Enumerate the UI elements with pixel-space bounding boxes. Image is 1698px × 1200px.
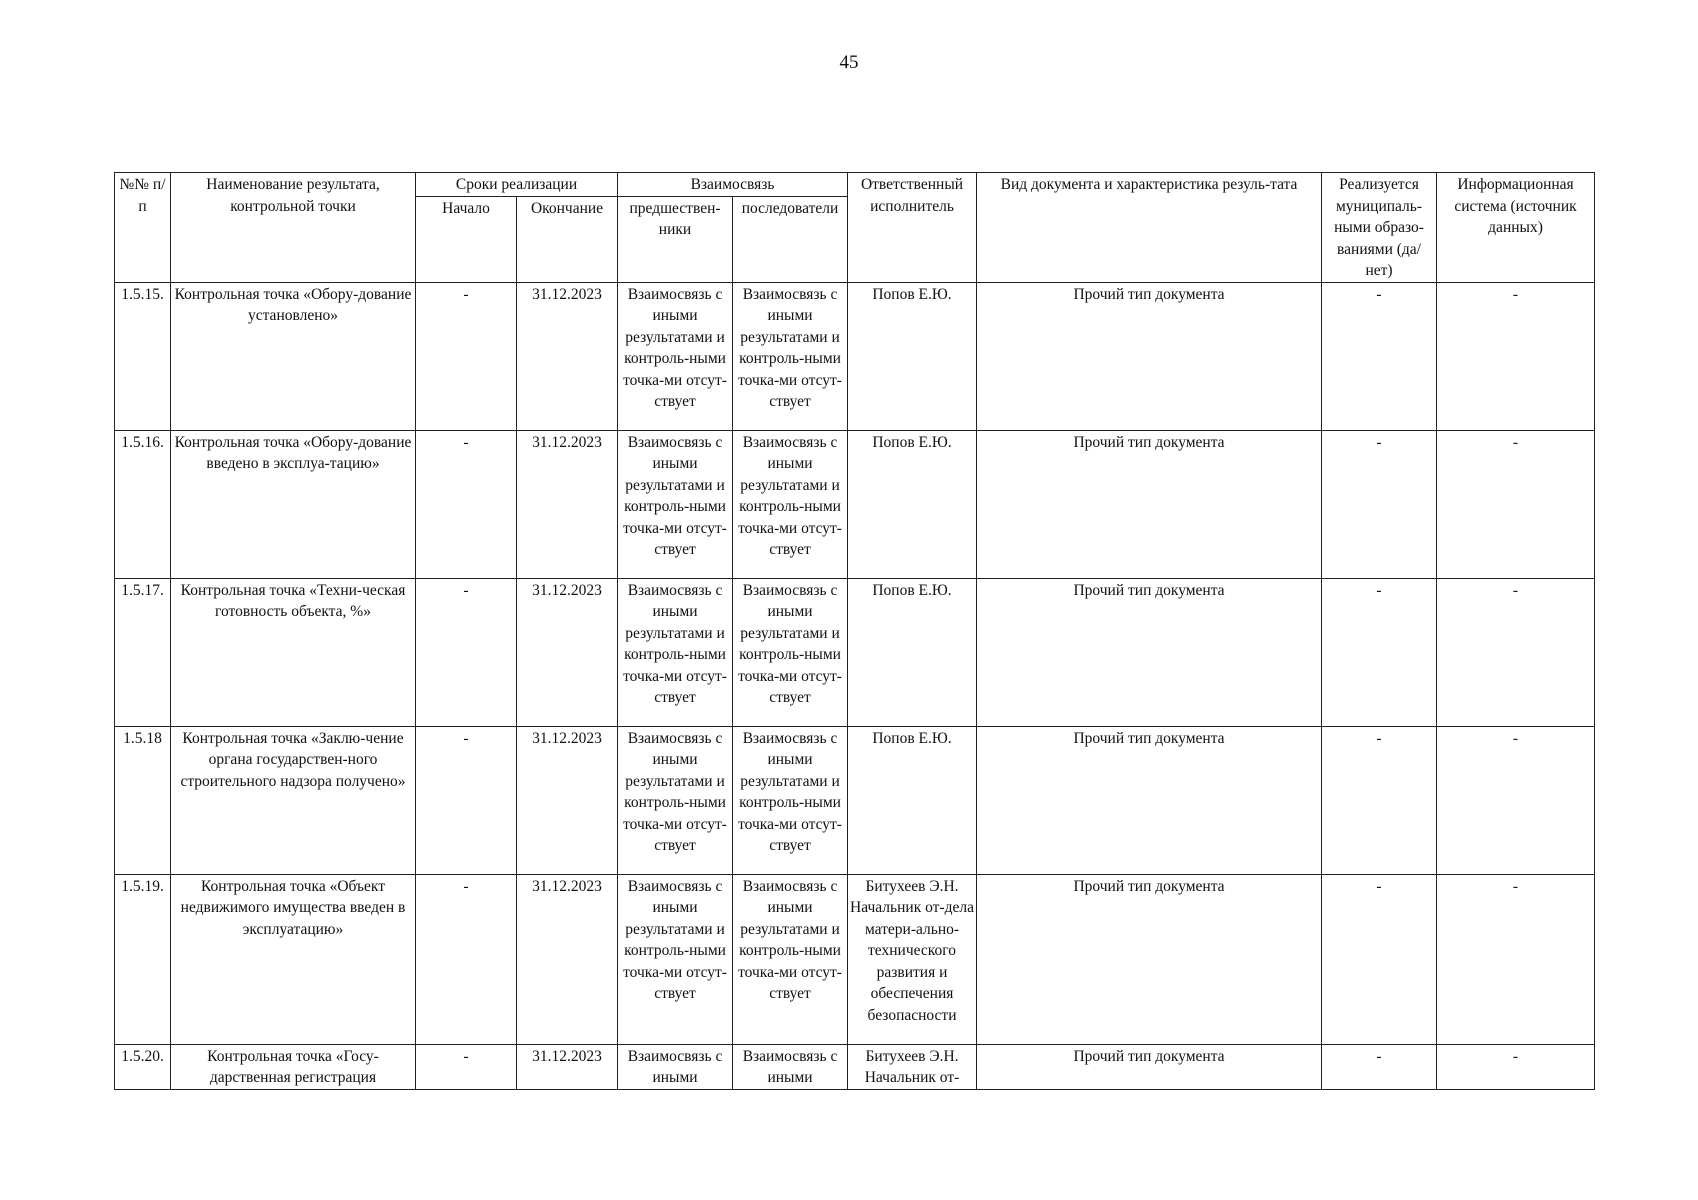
header-predecessors: предшествен-ники <box>618 196 733 282</box>
row-name: Контрольная точка «Техни-ческая готовность объекта, %» <box>171 578 416 726</box>
row-responsible: Битухеев Э.Н. Начальник от-дела матери-ально-технического развития и обеспечения безопасности <box>848 874 977 1044</box>
row-responsible: Попов Е.Ю. <box>848 578 977 726</box>
header-terms: Сроки реализации <box>416 173 618 197</box>
row-info-system: - <box>1437 1044 1595 1089</box>
table-row <box>115 874 1595 1044</box>
row-successors: Взаимосвязь с иными результатами и контроль-ными точка-ми отсут-ствует <box>733 578 848 726</box>
header-doc-type: Вид документа и характеристика резуль-тата <box>977 173 1322 283</box>
row-number: 1.5.18 <box>115 726 171 874</box>
row-start: - <box>416 578 517 726</box>
row-start: - <box>416 430 517 578</box>
row-end: 31.12.2023 <box>517 1044 618 1089</box>
row-predecessors: Взаимосвязь с иными результатами и контроль-ными точка-ми отсут-ствует <box>618 874 733 1044</box>
row-name: Контрольная точка «Обору-дование установлено» <box>171 282 416 430</box>
row-municipal: - <box>1322 578 1437 726</box>
row-successors: Взаимосвязь с иными <box>733 1044 848 1089</box>
row-number: 1.5.17. <box>115 578 171 726</box>
header-end: Окончание <box>517 196 618 282</box>
header-responsible: Ответственный исполнитель <box>848 173 977 283</box>
header-municipal: Реализуется муниципаль-ными образо-ваниями (да/нет) <box>1322 173 1437 283</box>
row-start: - <box>416 282 517 430</box>
row-municipal: - <box>1322 874 1437 1044</box>
row-doc-type: Прочий тип документа <box>977 578 1322 726</box>
row-info-system: - <box>1437 874 1595 1044</box>
row-responsible: Попов Е.Ю. <box>848 726 977 874</box>
row-successors: Взаимосвязь с иными результатами и контроль-ными точка-ми отсут-ствует <box>733 726 848 874</box>
row-name: Контрольная точка «Обору-дование введено в эксплуа-тацию» <box>171 430 416 578</box>
row-successors: Взаимосвязь с иными результатами и контроль-ными точка-ми отсут-ствует <box>733 430 848 578</box>
row-info-system: - <box>1437 282 1595 430</box>
row-name: Контрольная точка «Объект недвижимого имущества введен в эксплуатацию» <box>171 874 416 1044</box>
row-number: 1.5.15. <box>115 282 171 430</box>
row-number: 1.5.19. <box>115 874 171 1044</box>
row-responsible: Попов Е.Ю. <box>848 282 977 430</box>
header-successors: последователи <box>733 196 848 282</box>
row-end: 31.12.2023 <box>517 726 618 874</box>
header-info-system: Информационная система (источник данных) <box>1437 173 1595 283</box>
page-number: 45 <box>839 52 859 73</box>
row-doc-type: Прочий тип документа <box>977 282 1322 430</box>
header-num: №№ п/п <box>115 173 171 283</box>
row-info-system: - <box>1437 430 1595 578</box>
row-number: 1.5.20. <box>115 1044 171 1089</box>
row-doc-type: Прочий тип документа <box>977 874 1322 1044</box>
row-predecessors: Взаимосвязь с иными результатами и контроль-ными точка-ми отсут-ствует <box>618 282 733 430</box>
row-end: 31.12.2023 <box>517 578 618 726</box>
row-start: - <box>416 726 517 874</box>
table-row <box>115 430 1595 578</box>
row-successors: Взаимосвязь с иными результатами и контроль-ными точка-ми отсут-ствует <box>733 282 848 430</box>
row-name: Контрольная точка «Госу-дарственная регистрация <box>171 1044 416 1089</box>
row-predecessors: Взаимосвязь с иными <box>618 1044 733 1089</box>
row-responsible: Попов Е.Ю. <box>848 430 977 578</box>
row-end: 31.12.2023 <box>517 874 618 1044</box>
row-info-system: - <box>1437 726 1595 874</box>
row-end: 31.12.2023 <box>517 282 618 430</box>
row-predecessors: Взаимосвязь с иными результатами и контроль-ными точка-ми отсут-ствует <box>618 726 733 874</box>
row-end: 31.12.2023 <box>517 430 618 578</box>
row-responsible: Битухеев Э.Н. Начальник от- <box>848 1044 977 1089</box>
row-name: Контрольная точка «Заклю-чение органа государствен-ного строительного надзора получено» <box>171 726 416 874</box>
row-predecessors: Взаимосвязь с иными результатами и контроль-ными точка-ми отсут-ствует <box>618 430 733 578</box>
row-municipal: - <box>1322 282 1437 430</box>
header-relation: Взаимосвязь <box>618 173 848 197</box>
table-row <box>115 578 1595 726</box>
header-name: Наименование результата, контрольной точки <box>171 173 416 283</box>
row-info-system: - <box>1437 578 1595 726</box>
row-successors: Взаимосвязь с иными результатами и контроль-ными точка-ми отсут-ствует <box>733 874 848 1044</box>
row-doc-type: Прочий тип документа <box>977 430 1322 578</box>
control-points-table <box>114 172 1595 1090</box>
table-row <box>115 726 1595 874</box>
table-row <box>115 282 1595 430</box>
row-start: - <box>416 1044 517 1089</box>
row-number: 1.5.16. <box>115 430 171 578</box>
row-doc-type: Прочий тип документа <box>977 1044 1322 1089</box>
header-start: Начало <box>416 196 517 282</box>
row-predecessors: Взаимосвязь с иными результатами и контроль-ными точка-ми отсут-ствует <box>618 578 733 726</box>
row-municipal: - <box>1322 1044 1437 1089</box>
row-doc-type: Прочий тип документа <box>977 726 1322 874</box>
row-start: - <box>416 874 517 1044</box>
row-municipal: - <box>1322 430 1437 578</box>
table-row <box>115 1044 1595 1089</box>
row-municipal: - <box>1322 726 1437 874</box>
